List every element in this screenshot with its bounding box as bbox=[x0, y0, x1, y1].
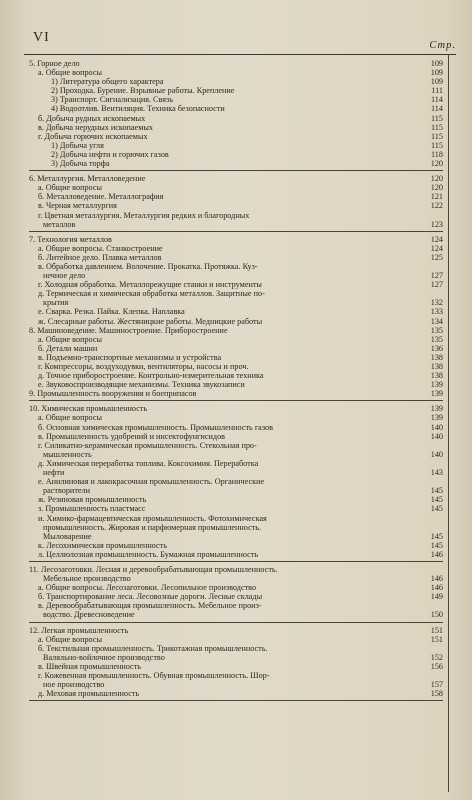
toc-entry bbox=[29, 141, 443, 150]
toc-entry-title: а. Общие вопросы bbox=[38, 634, 102, 644]
toc-entry-title: 10. Химическая промышленность bbox=[29, 404, 148, 414]
toc-entry bbox=[29, 59, 443, 68]
toc-page-number: 122 bbox=[430, 201, 443, 211]
toc-page-number: 125 bbox=[430, 252, 443, 262]
toc-page-number: 135 bbox=[430, 334, 443, 344]
toc-entry bbox=[29, 495, 443, 504]
toc-page-number: 143 bbox=[430, 468, 443, 478]
toc-page-number: 140 bbox=[430, 431, 443, 441]
toc-entry bbox=[29, 95, 443, 104]
toc-entry-continuation bbox=[29, 271, 443, 280]
toc-page-number: 145 bbox=[430, 504, 443, 514]
toc-entry-title: в. Обработка давлением. Волочение. Прокатка. Протяжка. Куз- bbox=[38, 261, 258, 271]
toc-entry bbox=[29, 423, 443, 432]
toc-entry-continuation bbox=[29, 468, 443, 477]
toc-page-number: 145 bbox=[430, 540, 443, 550]
toc-page-number: 150 bbox=[430, 610, 443, 620]
toc-page-number: 151 bbox=[430, 625, 443, 635]
toc-entry-title: 9. Промышленность вооружения и боеприпасов bbox=[29, 389, 197, 399]
toc-entry bbox=[29, 353, 443, 362]
toc-entry-title: г. Холодная обработка. Металлорежущие станки и инструменты bbox=[38, 280, 262, 290]
toc-page-number: 139 bbox=[430, 413, 443, 423]
toc-entry bbox=[29, 362, 443, 371]
toc-page-number: 127 bbox=[430, 280, 443, 290]
toc-entry-title: в. Подъемно-транспортные механизмы и устройства bbox=[38, 352, 222, 362]
toc-entry-continuation bbox=[29, 680, 443, 689]
toc-entry-title: б. Детали машин bbox=[38, 343, 98, 353]
toc-entry bbox=[29, 68, 443, 77]
toc-page-number: 111 bbox=[431, 86, 443, 96]
toc-page-number: 134 bbox=[430, 316, 443, 326]
toc-entry-title: ное производство bbox=[43, 680, 105, 690]
toc-entry bbox=[29, 565, 443, 574]
toc-entry bbox=[29, 150, 443, 159]
page-column-header: Стр. bbox=[429, 40, 456, 51]
page-number: VI bbox=[33, 30, 50, 45]
toc-entry-title: б. Текстильная промышленность. Трикотажная промышленность. bbox=[38, 643, 268, 653]
toc-entry-continuation bbox=[29, 450, 443, 459]
toc-entry-title: а. Общие вопросы bbox=[38, 413, 102, 423]
toc-page-number: 124 bbox=[430, 243, 443, 253]
header-rule bbox=[24, 54, 456, 55]
toc-entry-title: 11. Лесозаготовки. Лесная и деревообрабатывающая промышленность. bbox=[29, 564, 278, 574]
toc-section bbox=[29, 235, 443, 402]
toc-entry bbox=[29, 235, 443, 244]
toc-page-number: 135 bbox=[430, 325, 443, 335]
toc-page-number: 121 bbox=[430, 192, 443, 202]
toc-page-number: 151 bbox=[430, 634, 443, 644]
toc-entry-title: б. Металловедение. Металлография bbox=[38, 192, 164, 202]
toc-entry-title: в. Добыча нерудных ископаемых bbox=[38, 122, 153, 132]
toc-entry bbox=[29, 541, 443, 550]
toc-page-number: 146 bbox=[430, 574, 443, 584]
toc-entry bbox=[29, 174, 443, 183]
toc-entry-continuation bbox=[29, 653, 443, 662]
toc-page-number: 115 bbox=[431, 122, 443, 132]
toc-page-number: 156 bbox=[430, 661, 443, 671]
toc-entry-title: 4) Водоотлив. Вентиляция. Техника безопасности bbox=[51, 104, 225, 114]
toc-page-number: 109 bbox=[430, 77, 443, 87]
toc-entry bbox=[29, 307, 443, 316]
toc-page-number: 120 bbox=[430, 183, 443, 193]
toc-entry-title: г. Цветная металлургия. Металлургия редких и благородных bbox=[38, 210, 250, 220]
toc-entry bbox=[29, 592, 443, 601]
toc-entry bbox=[29, 689, 443, 698]
toc-entry-title: е. Звуковоспроизводящие механизмы. Техника звукозаписи bbox=[38, 380, 245, 390]
toc-entry-title: 3) Добыча торфа bbox=[51, 159, 110, 169]
toc-entry bbox=[29, 389, 443, 398]
toc-entry-continuation bbox=[29, 532, 443, 541]
toc-page-number: 139 bbox=[430, 389, 443, 399]
toc-entry bbox=[29, 432, 443, 441]
toc-entry-title: металлов bbox=[43, 219, 76, 229]
toc-entry-title: д. Точное приборостроение. Контрольно-измерительная техника bbox=[38, 371, 264, 381]
toc-entry-title: 5. Горное дело bbox=[29, 59, 80, 68]
toc-entry bbox=[29, 262, 443, 271]
toc-entry bbox=[29, 132, 443, 141]
toc-section bbox=[29, 174, 443, 232]
toc-entry-title: а. Общие вопросы. Станкостроение bbox=[38, 243, 163, 253]
toc-entry-title: г. Компрессоры, воздуходувки, вентиляторы, насосы и проч. bbox=[38, 362, 249, 371]
toc-page-number: 146 bbox=[430, 549, 443, 559]
toc-entry bbox=[29, 211, 443, 220]
toc-entry-title: д. Термическая и химическая обработка металлов. Защитные по- bbox=[38, 289, 265, 299]
toc-page-number: 114 bbox=[431, 95, 443, 105]
toc-entry bbox=[29, 371, 443, 380]
toc-section bbox=[29, 565, 443, 623]
toc-entry bbox=[29, 380, 443, 389]
toc-entry bbox=[29, 662, 443, 671]
toc-entry-title: промышленность. Жировая и парфюмерная промышленность. bbox=[43, 522, 262, 532]
toc-page-number: 115 bbox=[431, 140, 443, 150]
toc-section bbox=[29, 404, 443, 562]
toc-page-number: 146 bbox=[430, 583, 443, 593]
toc-page-number: 118 bbox=[431, 149, 443, 159]
toc-entry-title: а. Общие вопросы bbox=[38, 334, 102, 344]
toc-entry-title: д. Химическая переработка топлива. Коксохимия. Переработка bbox=[38, 458, 259, 468]
toc-entry-title: крытия bbox=[43, 298, 69, 308]
toc-entry-title: 12. Легкая промышленность bbox=[29, 625, 129, 635]
toc-entry bbox=[29, 413, 443, 422]
toc-entry-continuation bbox=[29, 610, 443, 619]
toc-entry-title: з. Промышленность пластмасс bbox=[38, 504, 146, 514]
toc-page-number: 145 bbox=[430, 531, 443, 541]
toc-page-number: 114 bbox=[431, 104, 443, 114]
toc-page-number: 157 bbox=[430, 680, 443, 690]
toc-entry bbox=[29, 671, 443, 680]
toc-entry-title: Мыловарение bbox=[43, 531, 92, 541]
toc-entry-title: г. Силикатно-керамическая промышленность. Стекольная про- bbox=[38, 440, 257, 450]
toc-page-number: 138 bbox=[430, 352, 443, 362]
toc-page-number: 158 bbox=[430, 689, 443, 699]
toc-entry bbox=[29, 550, 443, 559]
toc-page-number: 120 bbox=[430, 159, 443, 169]
toc-section bbox=[29, 626, 443, 702]
toc-page-number: 152 bbox=[430, 652, 443, 662]
toc-entry-title: 2) Проходка. Бурение. Взрывные работы. Крепление bbox=[51, 86, 235, 96]
toc-entry-title: б. Добыча рудных ископаемых bbox=[38, 113, 146, 123]
toc-page-number: 133 bbox=[430, 307, 443, 317]
toc-entry-title: е. Анилиновая и лакокрасочная промышленность. Органические bbox=[38, 477, 265, 487]
toc-entry-title: водство. Древесноведение bbox=[43, 610, 135, 620]
toc-entry-continuation bbox=[29, 298, 443, 307]
toc-entry-continuation bbox=[29, 523, 443, 532]
toc-entry-title: 2) Добыча нефти и горючих газов bbox=[51, 149, 169, 159]
toc-page-number: 115 bbox=[431, 113, 443, 123]
toc-entry bbox=[29, 280, 443, 289]
toc-entry bbox=[29, 601, 443, 610]
toc-entry bbox=[29, 504, 443, 513]
toc-entry-title: 7. Технология металлов bbox=[29, 234, 112, 244]
toc-entry-title: в. Черная металлургия bbox=[38, 201, 117, 211]
toc-entry-title: в. Промышленность удобрений и инсектофунгисидов bbox=[38, 431, 226, 441]
toc-entry-title: г. Добыча горючих ископаемых bbox=[38, 131, 148, 141]
toc-entry bbox=[29, 183, 443, 192]
toc-entry-continuation bbox=[29, 574, 443, 583]
toc-page-number: 138 bbox=[430, 371, 443, 381]
toc-entry-title: 8. Машиноведение. Машиностроение. Приборостроение bbox=[29, 325, 228, 335]
toc-entry bbox=[29, 253, 443, 262]
toc-entry bbox=[29, 201, 443, 210]
toc-entry-title: л. Целлюлозная промышленность. Бумажная промышленность bbox=[38, 549, 259, 559]
toc-entry-title: а. Общие вопросы bbox=[38, 183, 102, 193]
toc-page-number: 138 bbox=[430, 362, 443, 371]
toc-entry-title: Валяльно-войлочное производство bbox=[43, 652, 165, 662]
toc-entry bbox=[29, 635, 443, 644]
toc-entry bbox=[29, 86, 443, 95]
page-column-rule bbox=[448, 54, 449, 792]
toc-page-number: 115 bbox=[431, 131, 443, 141]
toc-entry-title: мышленность bbox=[43, 449, 92, 459]
toc-entry bbox=[29, 644, 443, 653]
toc-page-number: 145 bbox=[430, 495, 443, 505]
toc-page-number: 139 bbox=[430, 404, 443, 414]
toc-page-number: 139 bbox=[430, 380, 443, 390]
toc-entry bbox=[29, 289, 443, 298]
toc-entry-title: 1) Литература общего характера bbox=[51, 77, 164, 87]
toc-entry-title: б. Транспортирование леса. Лесовозные дороги. Лесные склады bbox=[38, 592, 263, 602]
toc-entry bbox=[29, 77, 443, 86]
toc-entry bbox=[29, 159, 443, 168]
toc-entry bbox=[29, 192, 443, 201]
toc-entry bbox=[29, 459, 443, 468]
toc-entry bbox=[29, 335, 443, 344]
toc-entry-title: е. Сварка. Резка. Пайка. Клепка. Наплавка bbox=[38, 307, 185, 317]
toc-page-number: 140 bbox=[430, 449, 443, 459]
toc-entry bbox=[29, 104, 443, 113]
toc-entry-title: б. Литейное дело. Плавка металлов bbox=[38, 252, 162, 262]
toc-page-number: 145 bbox=[430, 486, 443, 496]
toc-page-number: 109 bbox=[430, 59, 443, 68]
toc-entry-title: 3) Транспорт. Сигнализация. Связь bbox=[51, 95, 174, 105]
toc-entry bbox=[29, 317, 443, 326]
toc-entry-title: к. Лесохимическая промышленность bbox=[38, 540, 167, 550]
toc-entry-title: б. Основная химическая промышленность. Промышленность газов bbox=[38, 422, 273, 432]
toc-entry bbox=[29, 344, 443, 353]
toc-entry-title: ж. Резиновая промышленность bbox=[38, 495, 147, 505]
table-of-contents bbox=[29, 59, 443, 704]
toc-entry bbox=[29, 123, 443, 132]
toc-entry bbox=[29, 244, 443, 253]
toc-page-number: 109 bbox=[430, 68, 443, 78]
toc-page-number: 124 bbox=[430, 234, 443, 244]
toc-page-number: 149 bbox=[430, 592, 443, 602]
toc-page-number: 136 bbox=[430, 343, 443, 353]
toc-page-number: 123 bbox=[430, 219, 443, 229]
toc-entry-title: и. Химико-фармацевтическая промышленность. Фотохимическая bbox=[38, 513, 267, 523]
toc-section bbox=[29, 59, 443, 171]
toc-entry bbox=[29, 626, 443, 635]
toc-entry-title: а. Общие вопросы. Лесозаготовки. Лесопильное производство bbox=[38, 583, 257, 593]
toc-entry-title: д. Меховая промышленность bbox=[38, 689, 140, 699]
toc-entry bbox=[29, 514, 443, 523]
toc-entry bbox=[29, 477, 443, 486]
toc-page-number: 132 bbox=[430, 298, 443, 308]
toc-entry-title: 1) Добыча угля bbox=[51, 140, 104, 150]
toc-entry-title: нечное дело bbox=[43, 271, 86, 281]
toc-entry-title: ж. Слесарные работы. Жестяницкие работы. Медницкие работы bbox=[38, 316, 263, 326]
toc-entry-title: Мебельное производство bbox=[43, 574, 131, 584]
toc-entry-continuation bbox=[29, 220, 443, 229]
toc-entry bbox=[29, 114, 443, 123]
toc-entry bbox=[29, 441, 443, 450]
toc-entry-title: в. Швейная промышленность bbox=[38, 661, 142, 671]
toc-entry-title: 6. Металлургия. Металловедение bbox=[29, 174, 146, 184]
toc-entry-continuation bbox=[29, 486, 443, 495]
toc-entry bbox=[29, 404, 443, 413]
toc-page-number: 140 bbox=[430, 422, 443, 432]
toc-entry-title: растворители bbox=[43, 486, 90, 496]
toc-page-number: 120 bbox=[430, 174, 443, 184]
toc-entry-title: г. Кожевенная промышленность. Обувная промышленность. Шор- bbox=[38, 671, 270, 680]
toc-entry-title: нефти bbox=[43, 468, 65, 478]
toc-entry-title: в. Деревообрабатывающая промышленность. Мебельное произ- bbox=[38, 601, 262, 611]
toc-entry bbox=[29, 326, 443, 335]
toc-page-number: 127 bbox=[430, 271, 443, 281]
toc-entry bbox=[29, 583, 443, 592]
toc-entry-title: а. Общие вопросы bbox=[38, 68, 102, 78]
